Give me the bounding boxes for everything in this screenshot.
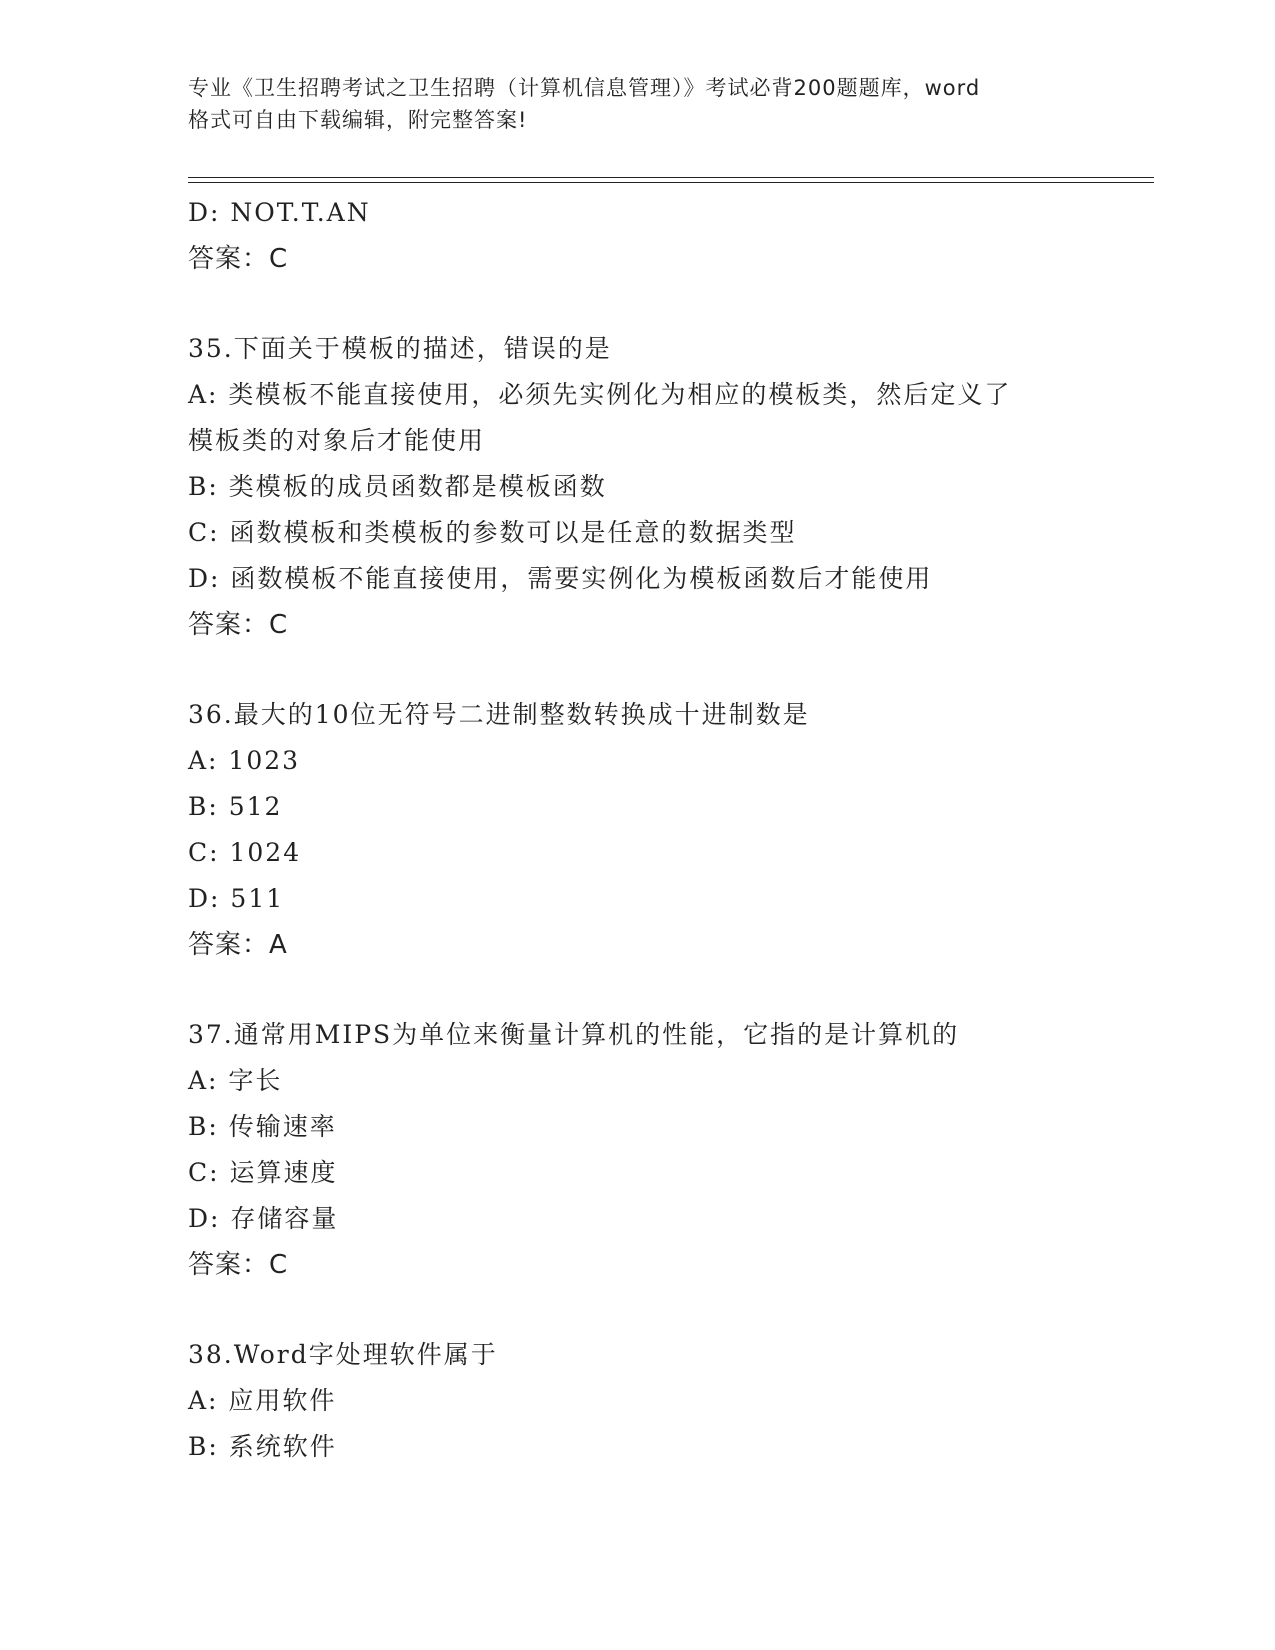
- question-block: [188, 1332, 1148, 1470]
- question-text: 37.通常用MIPS为单位来衡量计算机的性能，它指的是计算机的: [188, 1020, 960, 1049]
- header-divider-bottom: [188, 182, 1154, 183]
- header-divider-top: [188, 177, 1154, 178]
- question-text: 36.最大的10位无符号二进制整数转换成十进制数是: [188, 700, 810, 729]
- option-text: C: 运算速度: [188, 1158, 338, 1187]
- option-text: B: 类模板的成员函数都是模板函数: [188, 472, 607, 501]
- question-block: [188, 692, 1148, 968]
- option-text: 模板类的对象后才能使用: [188, 426, 486, 455]
- block-spacer: [188, 968, 1148, 1012]
- option-text: C: 1024: [188, 838, 302, 867]
- document-header: [188, 72, 1088, 136]
- option-text: A: 应用软件: [188, 1386, 337, 1415]
- option-text: D: 函数模板不能直接使用，需要实例化为模板函数后才能使用: [188, 564, 933, 593]
- option-text: B: 512: [188, 792, 283, 821]
- option-text: A: 字长: [188, 1066, 283, 1095]
- answer-text: 答案：A: [188, 930, 288, 960]
- option-text: C: 函数模板和类模板的参数可以是任意的数据类型: [188, 518, 797, 547]
- block-spacer: [188, 648, 1148, 692]
- question-block: [188, 1012, 1148, 1288]
- answer-text: 答案：C: [188, 610, 289, 640]
- answer-text: 答案：C: [188, 1250, 289, 1280]
- header-line-2: 格式可自由下载编辑，附完整答案!: [188, 108, 528, 132]
- option-text: B: 系统软件: [188, 1432, 337, 1461]
- question-block: [188, 326, 1148, 648]
- option-text: D: NOT.T.AN: [188, 198, 371, 227]
- header-line-1: 专业《卫生招聘考试之卫生招聘（计算机信息管理）》考试必背200题题库，word: [188, 76, 981, 100]
- answer-text: 答案：C: [188, 244, 289, 274]
- option-text: A: 类模板不能直接使用，必须先实例化为相应的模板类，然后定义了: [188, 380, 1012, 409]
- block-spacer: [188, 282, 1148, 326]
- question-text: 38.Word字处理软件属于: [188, 1340, 498, 1369]
- option-text: A: 1023: [188, 746, 301, 775]
- block-spacer: [188, 1288, 1148, 1332]
- question-list: [188, 190, 1148, 1470]
- option-text: B: 传输速率: [188, 1112, 337, 1141]
- option-text: D: 511: [188, 884, 285, 913]
- option-text: D: 存储容量: [188, 1204, 339, 1233]
- question-block: [188, 190, 1148, 282]
- question-text: 35.下面关于模板的描述，错误的是: [188, 334, 612, 363]
